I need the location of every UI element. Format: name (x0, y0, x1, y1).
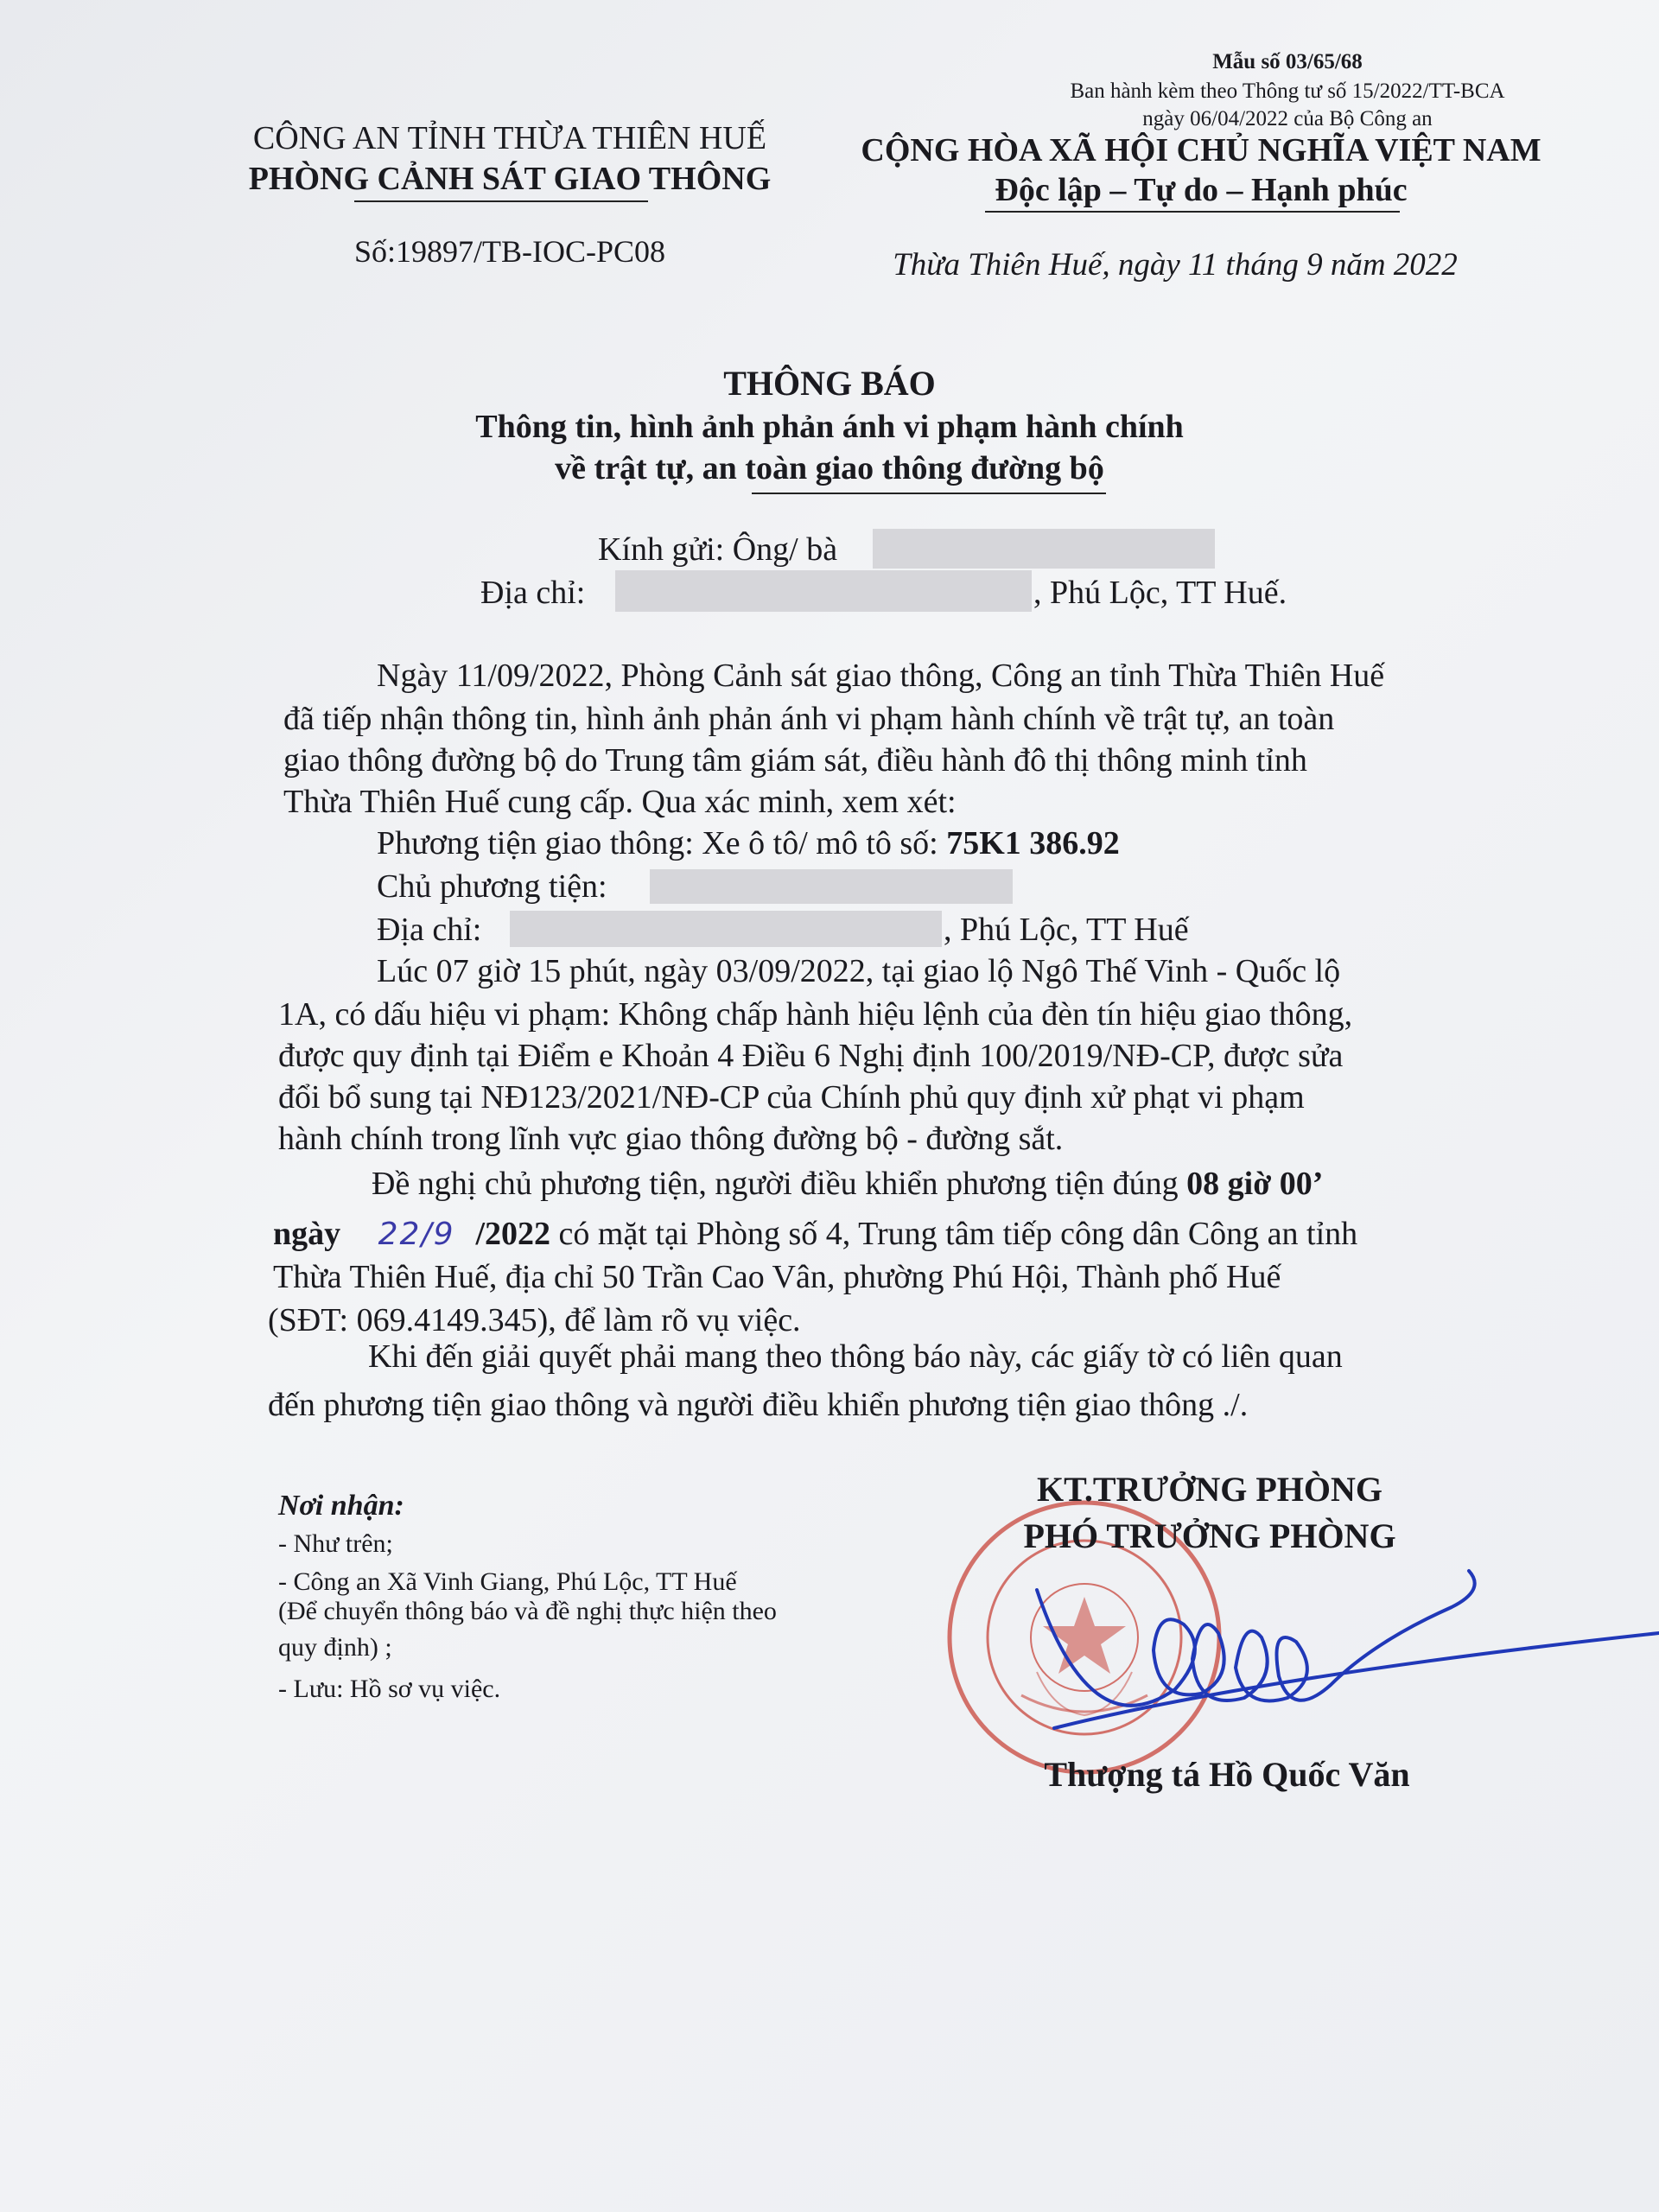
appointment-time: 08 giờ 00’ (1186, 1166, 1324, 1202)
document-subtitle-2: về trật tự, an toàn giao thông đường bộ (555, 450, 1104, 486)
body-line: đã tiếp nhận thông tin, hình ảnh phản ánh vi phạm hành chính về trật tự, an toàn (283, 701, 1335, 737)
document-title: THÔNG BÁO (723, 364, 936, 403)
appointment-year: /2022 (475, 1216, 551, 1252)
signer-name: Thượng tá Hồ Quốc Văn (1044, 1755, 1410, 1794)
department-name: PHÒNG CẢNH SÁT GIAO THÔNG (248, 161, 772, 197)
appointment-date-line (273, 1213, 1357, 1255)
body-line: đổi bổ sung tại NĐ123/2021/NĐ-CP của Chính phủ quy định xử phạt vi phạm (278, 1079, 1305, 1116)
recipient-item: (Để chuyển thông báo và đề nghị thực hiện theo (278, 1597, 777, 1625)
body-line: giao thông đường bộ do Trung tâm giám sát, điều hành đô thị thông minh tỉnh (283, 742, 1307, 779)
form-number: Mẫu số 03/65/68 (1212, 50, 1363, 73)
owner-address-tail: , Phú Lộc, TT Huế (944, 912, 1189, 948)
national-motto: Độc lập – Tự do – Hạnh phúc (995, 172, 1408, 208)
redacted-owner-address (510, 911, 942, 947)
department-underline (354, 200, 648, 202)
appointment-request: Đề nghị chủ phương tiện, người điều khiển phương tiện đúng (372, 1166, 1179, 1202)
body-line: đến phương tiện giao thông và người điều khiển phương tiện giao thông ./. (268, 1387, 1249, 1423)
place-date: Thừa Thiên Huế, ngày 11 tháng 9 năm 2022 (893, 247, 1458, 283)
body-line: Lúc 07 giờ 15 phút, ngày 03/09/2022, tại giao lộ Ngô Thế Vinh - Quốc lộ (377, 953, 1341, 989)
form-issued-with: Ban hành kèm theo Thông tư số 15/2022/TT-BCA (1070, 79, 1505, 103)
owner-label: Chủ phương tiện: (377, 868, 607, 905)
appointment-day-label: ngày (273, 1216, 341, 1252)
body-line: được quy định tại Điểm e Khoản 4 Điều 6 Nghị định 100/2019/NĐ-CP, được sửa (278, 1038, 1344, 1074)
redacted-addressee-name (873, 529, 1215, 569)
redacted-address (615, 570, 1032, 612)
address-tail: , Phú Lộc, TT Huế. (1033, 575, 1287, 611)
agency-name: CÔNG AN TỈNH THỪA THIÊN HUẾ (252, 120, 767, 156)
recipient-item: - Lưu: Hồ sơ vụ việc. (278, 1675, 501, 1703)
vehicle-plate: 75K1 386.92 (946, 825, 1120, 861)
motto-underline (985, 211, 1400, 213)
appointment-location: có mặt tại Phòng số 4, Trung tâm tiếp công dân Công an tỉnh (558, 1216, 1358, 1252)
handwritten-date: 22/9 (378, 1217, 455, 1252)
addressee-label: Kính gửi: Ông/ bà (598, 531, 838, 568)
address-label: Địa chỉ: (480, 575, 586, 611)
body-line: Thừa Thiên Huế, địa chỉ 50 Trần Cao Vân, phường Phú Hội, Thành phố Huế (273, 1259, 1281, 1295)
body-line: Thừa Thiên Huế cung cấp. Qua xác minh, xem xét: (283, 784, 957, 820)
document-subtitle-1: Thông tin, hình ảnh phản ánh vi phạm hành chính (475, 409, 1184, 445)
recipients-heading: Nơi nhận: (278, 1490, 404, 1522)
recipient-item: - Công an Xã Vinh Giang, Phú Lộc, TT Huế (278, 1567, 737, 1596)
handwritten-signature-icon (1002, 1547, 1659, 1754)
owner-address-label: Địa chỉ: (377, 912, 482, 948)
vehicle-line (377, 823, 1120, 864)
redacted-owner-name (650, 869, 1013, 904)
body-line: 1A, có dấu hiệu vi phạm: Không chấp hành hiệu lệnh của đèn tín hiệu giao thông, (278, 996, 1353, 1033)
body-line: (SĐT: 069.4149.345), để làm rõ vụ việc. (268, 1302, 801, 1338)
recipient-item: - Như trên; (278, 1529, 393, 1558)
recipient-item: quy định) ; (278, 1633, 392, 1662)
title-underline (752, 493, 1106, 494)
body-line: Ngày 11/09/2022, Phòng Cảnh sát giao thông, Công an tỉnh Thừa Thiên Huế (377, 658, 1385, 694)
body-line: hành chính trong lĩnh vực giao thông đường bộ - đường sắt. (278, 1121, 1064, 1157)
signature-title-1: KT.TRƯỞNG PHÒNG (1037, 1470, 1382, 1509)
body-line: Khi đến giải quyết phải mang theo thông báo này, các giấy tờ có liên quan (368, 1338, 1343, 1375)
signature-title-2: PHÓ TRƯỞNG PHÒNG (1023, 1516, 1396, 1555)
country-name: CỘNG HÒA XÃ HỘI CHỦ NGHĨA VIỆT NAM (861, 132, 1541, 168)
appointment-line (372, 1163, 1323, 1205)
vehicle-label: Phương tiện giao thông: Xe ô tô/ mô tô số: (377, 825, 938, 861)
form-issued-date: ngày 06/04/2022 của Bộ Công an (1142, 107, 1433, 130)
doc-number: Số:19897/TB-IOC-PC08 (353, 234, 666, 269)
